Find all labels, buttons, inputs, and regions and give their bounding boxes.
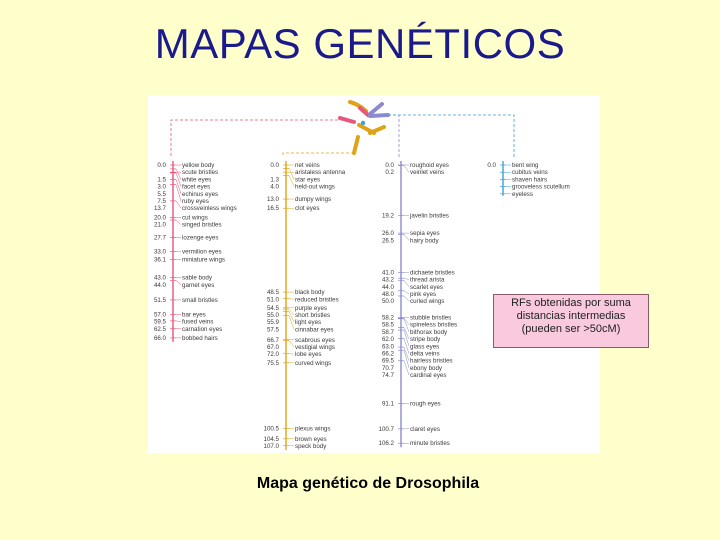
connector-chr4 bbox=[388, 115, 514, 157]
locus-position: 66.0 bbox=[153, 334, 166, 342]
locus-gene-label: grooveless scutellum bbox=[512, 183, 570, 191]
locus-gene-label: curved wings bbox=[295, 359, 332, 367]
locus-gene-label: bent wing bbox=[512, 162, 539, 169]
locus-gene-label: plexus wings bbox=[295, 425, 331, 433]
locus-position: 63.0 bbox=[381, 343, 394, 351]
locus-leader bbox=[176, 220, 181, 225]
locus-gene-label: aristaless antenna bbox=[295, 169, 346, 177]
locus-gene-label: shaven hairs bbox=[512, 176, 548, 184]
locus-leader bbox=[176, 201, 181, 208]
locus-position: 54.5 bbox=[266, 304, 279, 312]
locus-gene-label: javelin bristles bbox=[410, 212, 449, 220]
locus-gene-label: echinus eyes bbox=[182, 190, 219, 198]
locus-position: 51.0 bbox=[266, 296, 279, 304]
locus-gene-label: brown eyes bbox=[295, 435, 327, 443]
chromosome-y2 bbox=[370, 127, 384, 133]
locus-gene-label: yellow body bbox=[182, 162, 215, 169]
chromosome-2-right bbox=[370, 115, 388, 116]
locus-gene-label: singed bristles bbox=[182, 221, 222, 229]
locus-gene-label: miniature wings bbox=[182, 256, 225, 264]
callout-note bbox=[493, 294, 649, 348]
locus-position: 0.0 bbox=[270, 162, 279, 169]
locus-position: 50.0 bbox=[381, 298, 394, 306]
locus-gene-label: pink eyes bbox=[410, 291, 437, 299]
locus-gene-label: fused veins bbox=[182, 318, 214, 326]
locus-position: 0.0 bbox=[157, 162, 166, 169]
genetic-map-figure bbox=[148, 95, 600, 453]
chromosome-illustration bbox=[340, 102, 388, 153]
locus-gene-label: cinnabar eyes bbox=[295, 326, 334, 334]
locus-gene-label: hairless bristles bbox=[410, 357, 453, 365]
locus-position: 19.2 bbox=[381, 212, 394, 220]
locus-gene-label: crossveinless wings bbox=[182, 205, 237, 213]
locus-position: 55.9 bbox=[266, 319, 279, 327]
locus-leader bbox=[404, 234, 409, 240]
locus-position: 13.0 bbox=[266, 196, 279, 204]
callout-line-2: distancias intermedias bbox=[516, 310, 626, 322]
locus-position: 16.5 bbox=[266, 205, 279, 213]
locus-position: 4.0 bbox=[270, 183, 279, 191]
locus-position: 26.5 bbox=[381, 237, 394, 245]
locus-gene-label: thread arista bbox=[410, 276, 445, 284]
locus-leader bbox=[404, 278, 409, 279]
chromosome-chr2 bbox=[264, 161, 346, 450]
locus-position: 59.5 bbox=[153, 318, 166, 326]
locus-position: 70.7 bbox=[381, 364, 394, 372]
connector-chr2 bbox=[283, 153, 354, 157]
chromosome-2-left bbox=[370, 104, 382, 114]
locus-position: 13.7 bbox=[153, 205, 166, 213]
locus-gene-label: lozenge eyes bbox=[182, 234, 219, 242]
locus-position: 43.2 bbox=[381, 276, 394, 284]
locus-gene-label: sepia eyes bbox=[410, 230, 440, 238]
chromosome-4-dot bbox=[361, 121, 365, 125]
locus-position: 107.0 bbox=[263, 442, 279, 450]
locus-gene-label: glass eyes bbox=[410, 343, 440, 351]
callout-line-3: (pueden ser >50cM) bbox=[521, 323, 621, 335]
locus-position: 62.0 bbox=[381, 336, 394, 344]
locus-position: 75.5 bbox=[266, 359, 279, 367]
locus-leader bbox=[404, 319, 409, 332]
locus-position: 91.1 bbox=[381, 400, 394, 408]
locus-position: 1.5 bbox=[157, 176, 166, 184]
locus-gene-label: ebony body bbox=[410, 364, 442, 372]
connector-chr1 bbox=[171, 120, 348, 157]
locus-gene-label: white eyes bbox=[182, 176, 212, 184]
locus-leader bbox=[289, 309, 294, 315]
locus-leader bbox=[176, 173, 181, 187]
locus-leader bbox=[176, 169, 181, 179]
locus-position: 55.0 bbox=[266, 311, 279, 319]
locus-position: 21.0 bbox=[153, 221, 166, 229]
locus-gene-label: speck body bbox=[295, 442, 327, 450]
locus-position: 48.5 bbox=[266, 289, 279, 297]
locus-leader bbox=[289, 311, 294, 322]
locus-gene-label: claret eyes bbox=[410, 425, 440, 433]
locus-gene-label: garnet eyes bbox=[182, 281, 215, 289]
locus-gene-label: stripe body bbox=[410, 336, 441, 344]
locus-position: 66.7 bbox=[266, 336, 279, 344]
locus-position: 26.0 bbox=[381, 230, 394, 238]
chromosome-y bbox=[354, 137, 358, 153]
locus-position: 58.7 bbox=[381, 328, 394, 336]
locus-gene-label: facet eyes bbox=[182, 183, 211, 191]
locus-position: 51.5 bbox=[153, 296, 166, 304]
locus-leader bbox=[404, 166, 409, 173]
locus-gene-label: black body bbox=[295, 289, 325, 297]
locus-gene-label: stubble bristles bbox=[410, 314, 452, 322]
locus-gene-label: spineless bristles bbox=[410, 321, 458, 329]
locus-gene-label: scute bristles bbox=[182, 169, 219, 177]
locus-gene-label: dichaete bristles bbox=[410, 269, 455, 277]
connector-lines bbox=[171, 115, 514, 157]
locus-gene-label: small bristles bbox=[182, 296, 218, 304]
chromosome-chr4 bbox=[487, 161, 569, 198]
callout-line-1: RFs obtenidas por suma bbox=[511, 297, 631, 309]
figure-caption: Mapa genético de Drosophila bbox=[256, 475, 480, 492]
locus-position: 1.3 bbox=[270, 176, 279, 184]
locus-gene-label: carnation eyes bbox=[182, 325, 223, 333]
locus-position: 57.0 bbox=[153, 311, 166, 319]
locus-leader bbox=[176, 321, 181, 322]
locus-leader bbox=[404, 296, 409, 301]
locus-position: 41.0 bbox=[381, 269, 394, 277]
locus-position: 3.0 bbox=[157, 183, 166, 191]
locus-position: 0.2 bbox=[385, 169, 394, 177]
locus-gene-label: reduced bristles bbox=[295, 296, 339, 304]
locus-leader bbox=[289, 445, 294, 446]
locus-leader bbox=[289, 341, 294, 347]
locus-gene-label: lobe eyes bbox=[295, 351, 322, 359]
locus-gene-label: curled wings bbox=[410, 298, 445, 306]
locus-position: 5.5 bbox=[157, 190, 166, 198]
locus-gene-label: ruby eyes bbox=[182, 198, 209, 205]
locus-leader bbox=[404, 361, 409, 375]
locus-gene-label: minute bristles bbox=[410, 440, 450, 448]
locus-gene-label: net veins bbox=[295, 162, 320, 169]
locus-leader bbox=[404, 338, 409, 353]
locus-position: 67.0 bbox=[266, 343, 279, 351]
locus-gene-label: cubitus veins bbox=[512, 169, 548, 177]
slide-title: MAPAS GENÉTICOS bbox=[154, 20, 566, 67]
locus-position: 66.2 bbox=[381, 350, 394, 358]
locus-gene-label: scabrous eyes bbox=[295, 336, 335, 344]
locus-position: 100.7 bbox=[378, 425, 394, 433]
locus-gene-label: bobbed hairs bbox=[182, 334, 218, 342]
locus-position: 106.2 bbox=[378, 440, 394, 448]
locus-gene-label: clot eyes bbox=[295, 205, 320, 213]
locus-position: 69.5 bbox=[381, 357, 394, 365]
locus-gene-label: roughoid eyes bbox=[410, 162, 449, 169]
locus-position: 0.0 bbox=[385, 162, 394, 169]
locus-position: 104.5 bbox=[263, 435, 279, 443]
locus-gene-label: star eyes bbox=[295, 176, 321, 184]
chromosome-chr3 bbox=[379, 161, 458, 447]
locus-position: 7.5 bbox=[157, 198, 166, 205]
locus-gene-label: vermilion eyes bbox=[182, 248, 222, 256]
locus-gene-label: light eyes bbox=[295, 319, 322, 327]
locus-gene-label: dumpy wings bbox=[295, 196, 332, 204]
locus-position: 48.0 bbox=[381, 291, 394, 299]
genetic-map-svg bbox=[148, 95, 600, 453]
locus-position: 33.0 bbox=[153, 248, 166, 256]
locus-gene-label: rough eyes bbox=[410, 400, 441, 408]
locus-gene-label: bithorax body bbox=[410, 328, 448, 336]
locus-leader bbox=[404, 280, 409, 287]
locus-gene-label: purple eyes bbox=[295, 304, 327, 312]
locus-position: 74.7 bbox=[381, 372, 394, 380]
locus-leader bbox=[289, 354, 294, 355]
locus-gene-label: scarlet eyes bbox=[410, 283, 444, 291]
locus-gene-label: held-out wings bbox=[295, 183, 335, 191]
locus-gene-label: vestigial wings bbox=[295, 343, 335, 351]
locus-position: 58.2 bbox=[381, 314, 394, 322]
locus-leader bbox=[176, 280, 181, 285]
locus-gene-label: short bristles bbox=[295, 311, 331, 319]
locus-position: 36.1 bbox=[153, 256, 166, 264]
connector-chr3 bbox=[388, 115, 399, 157]
locus-gene-label: delta veins bbox=[410, 350, 440, 358]
locus-position: 100.5 bbox=[263, 425, 279, 433]
locus-position: 27.7 bbox=[153, 234, 166, 242]
locus-gene-label: sable body bbox=[182, 274, 212, 282]
locus-leader bbox=[404, 330, 409, 346]
locus-leader bbox=[289, 316, 294, 330]
locus-position: 57.5 bbox=[266, 326, 279, 334]
locus-gene-label: hairy body bbox=[410, 237, 439, 245]
locus-position: 44.0 bbox=[153, 281, 166, 289]
locus-position: 62.5 bbox=[153, 325, 166, 333]
locus-position: 72.0 bbox=[266, 351, 279, 359]
locus-gene-label: eyeless bbox=[512, 190, 533, 198]
locus-leader bbox=[289, 299, 294, 300]
locus-position: 58.5 bbox=[381, 321, 394, 329]
locus-leader bbox=[404, 291, 409, 294]
locus-position: 44.0 bbox=[381, 283, 394, 291]
locus-gene-label: cut wings bbox=[182, 214, 208, 222]
locus-leader bbox=[404, 318, 409, 324]
locus-gene-label: bar eyes bbox=[182, 311, 206, 319]
locus-position: 0.0 bbox=[487, 162, 496, 169]
chromosome-chr1 bbox=[154, 161, 237, 342]
locus-position: 43.0 bbox=[153, 274, 166, 282]
locus-gene-label: veinlet veins bbox=[410, 169, 445, 177]
locus-gene-label: cardinal eyes bbox=[410, 372, 447, 380]
locus-position: 20.0 bbox=[153, 214, 166, 222]
